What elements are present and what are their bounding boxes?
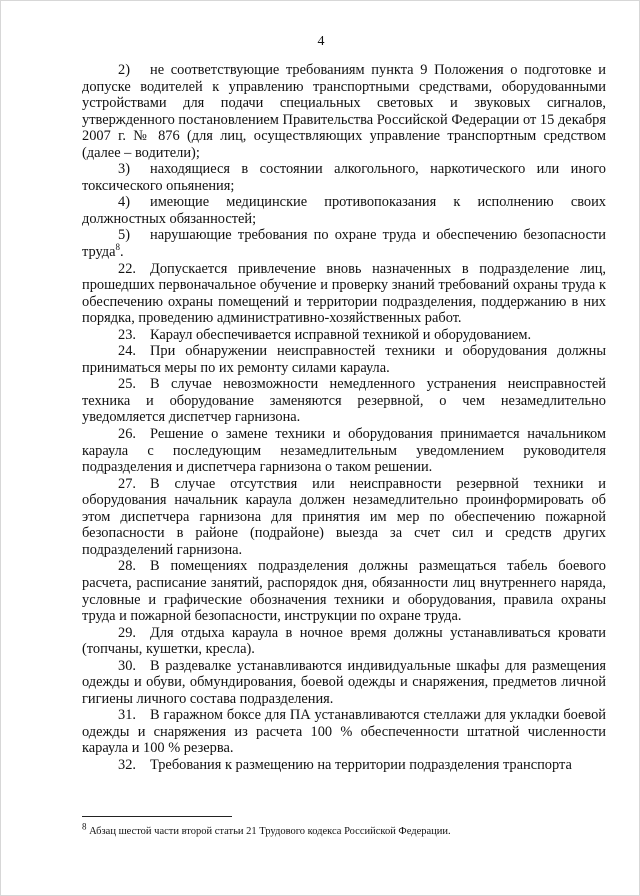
paragraph-text: В случае невозможности немедленного устранения неисправностей техника и оборудование заменяются резервной, о чем незамедлительно уведомляется диспетчер гарнизона. xyxy=(82,376,606,426)
footnote xyxy=(82,821,606,838)
paragraph xyxy=(82,757,606,774)
paragraph xyxy=(82,376,606,426)
footnote-divider xyxy=(82,816,232,817)
paragraph xyxy=(82,343,606,376)
paragraph xyxy=(82,426,606,476)
footnote-reference[interactable]: 8 xyxy=(115,242,120,253)
paragraph-text: В раздевалке устанавливаются индивидуальные шкафы для размещения одежды и обуви, обмундирования, боевой одежды и снаряжения, предметов личной гигиены личного состава подразделения. xyxy=(82,657,606,707)
item-number: 30. xyxy=(118,657,136,674)
item-number: 22. xyxy=(118,260,136,277)
paragraph xyxy=(82,558,606,624)
paragraph xyxy=(82,707,606,757)
paragraph-text: не соответствующие требованиям пункта 9 Положения о подготовке и допуске водителей к управлению транспортными средствами, оборудованными устройствами для подачи специальных световых и звуковых сигналов, утвержденного постановлением Правительства Российской Федерации от 15 декабря 2007 г. № 876 (для лиц, осуществляющих управление транспортным средством (далее – водители); xyxy=(82,62,606,161)
paragraph-text: находящиеся в состоянии алкогольного, наркотического или иного токсического опьянения; xyxy=(82,161,606,194)
paragraph-text: Для отдыха караула в ночное время должны устанавливаться кровати (топчаны, кушетки, кресла). xyxy=(82,624,606,658)
paragraph xyxy=(82,658,606,708)
item-number: 3) xyxy=(118,161,130,178)
item-number: 27. xyxy=(118,475,136,492)
footnote-text: Абзац шестой части второй статьи 21 Трудового кодекса Российской Федерации. xyxy=(89,826,451,837)
paragraph xyxy=(82,227,606,260)
footnote-mark: 8 xyxy=(82,821,87,832)
item-number: 31. xyxy=(118,707,136,724)
paragraph-text: имеющие медицинские противопоказания к исполнению своих должностных обязанностей; xyxy=(82,194,606,227)
item-number: 5) xyxy=(118,227,130,244)
item-number: 23. xyxy=(118,326,136,343)
paragraph-text: При обнаружении неисправностей техники и оборудования должны приниматься меры по их ремонту силами караула. xyxy=(82,343,606,376)
paragraph-tail: . xyxy=(119,244,124,261)
item-number: 24. xyxy=(118,343,136,360)
paragraph xyxy=(82,476,606,559)
item-number: 32. xyxy=(118,756,136,773)
paragraph-text: Решение о замене техники и оборудования принимается начальником караула с последующим незамедлительным уведомлением руководителя подразделения и диспетчера гарнизона о таком решении. xyxy=(82,426,606,476)
paragraph-text: В гаражном боксе для ПА устанавливаются стеллажи для укладки боевой одежды и снаряжения из расчета 100 % обеспеченности штатной численности караула и 100 % резерва. xyxy=(82,707,606,757)
paragraph-text: нарушающие требования по охране труда и обеспечению безопасности труда xyxy=(82,227,606,261)
paragraph xyxy=(82,62,606,161)
paragraph-text: Требования к размещению на территории подразделения транспорта xyxy=(150,756,572,773)
paragraph xyxy=(82,261,606,327)
paragraph xyxy=(82,161,606,194)
paragraph xyxy=(82,625,606,658)
paragraph xyxy=(82,327,606,344)
paragraph-text: Караул обеспечивается исправной техникой и оборудованием. xyxy=(150,326,532,343)
item-number: 4) xyxy=(118,194,130,211)
item-number: 2) xyxy=(118,62,130,78)
paragraph-text: Допускается привлечение вновь назначенных в подразделение лиц, прошедших первоначальное обучение и проверку знаний требований охраны труда к обеспечению охраны помещений и территории подразделения, поддержанию в них порядка, проведению административно-хозяйственных работ. xyxy=(82,260,606,327)
paragraph-text: В случае отсутствия или неисправности резервной техники и оборудования начальник караула должен незамедлительно проинформировать об этом диспетчера гарнизона для принятия им мер по обеспечению пожарной безопасности в районе (подрайоне) выезда за счет сил и средств других подразделений гарнизона. xyxy=(82,475,606,558)
paragraph xyxy=(82,194,606,227)
document-body xyxy=(82,62,606,774)
item-number: 29. xyxy=(118,624,136,641)
item-number: 28. xyxy=(118,558,136,575)
paragraph-text: В помещениях подразделения должны размещаться табель боевого расчета, расписание занятий, распорядок дня, обязанности лиц внутреннего наряда, условные и графические обозначения техники и оборудования, правила охраны труда и пожарной безопасности, инструкции по охране труда. xyxy=(82,558,606,625)
page-number: 4 xyxy=(317,34,325,49)
item-number: 26. xyxy=(118,426,136,443)
item-number: 25. xyxy=(118,376,136,393)
